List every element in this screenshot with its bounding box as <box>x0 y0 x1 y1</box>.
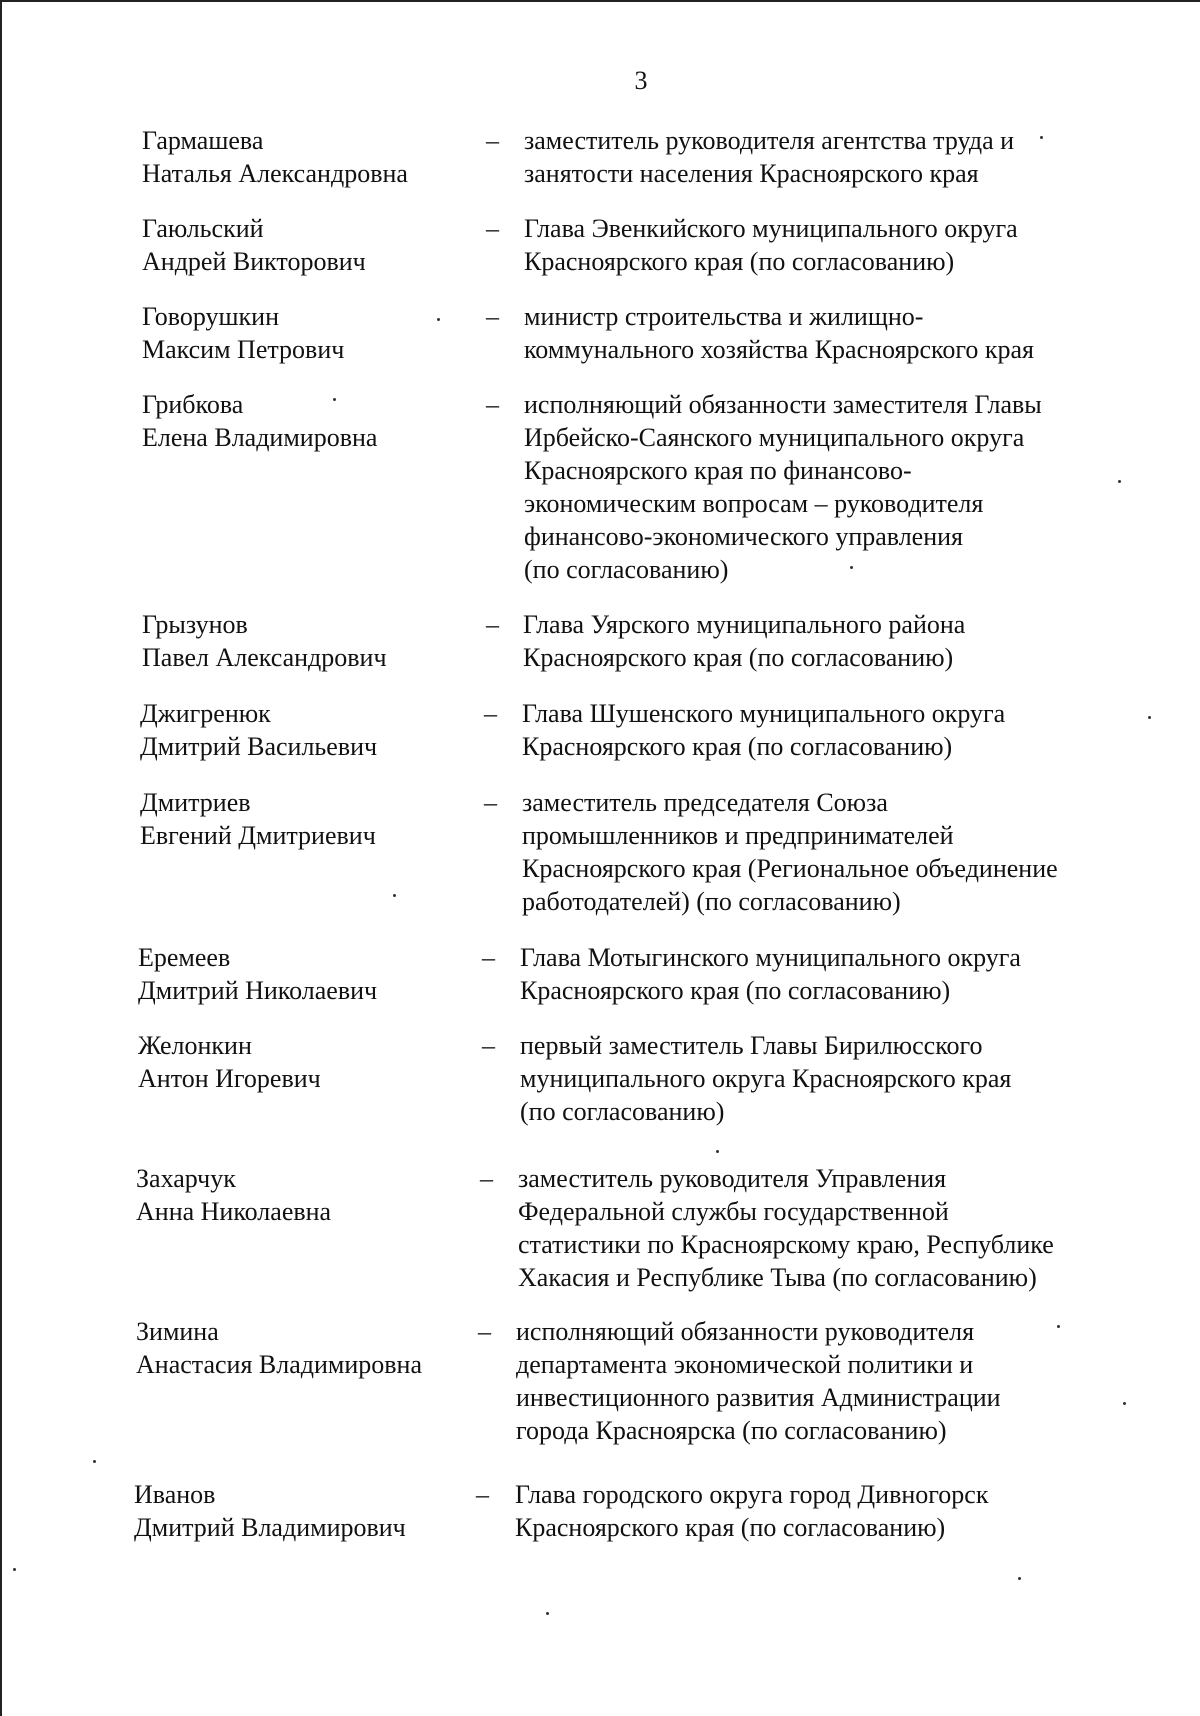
position-line: статистики по Красноярскому краю, Республике <box>518 1230 1054 1259</box>
given-names: Павел Александрович <box>142 643 387 672</box>
scan-speck <box>93 1460 96 1463</box>
position-line: Глава Эвенкийского муниципального округа <box>524 214 1018 243</box>
member-name <box>136 1162 331 1228</box>
member-position <box>524 212 1018 278</box>
position-line: Ирбейско-Саянского муниципального округа <box>524 423 1025 452</box>
position-line: Красноярского края (по согласованию) <box>520 976 951 1005</box>
member-position <box>520 941 1021 1007</box>
given-names: Максим Петрович <box>142 335 345 364</box>
surname: Гармашева <box>142 126 264 155</box>
given-names: Андрей Викторович <box>142 247 366 276</box>
entry-dash: – <box>486 610 499 639</box>
member-position <box>524 388 1042 586</box>
position-line: коммунального хозяйства Красноярского края <box>524 335 1034 364</box>
position-line: Красноярского края (по согласованию) <box>523 643 954 672</box>
scan-speck <box>546 1612 549 1615</box>
position-line: заместитель председателя Союза <box>522 788 888 817</box>
member-name <box>140 697 377 763</box>
position-line: Хакасия и Республике Тыва (по согласованию) <box>518 1263 1037 1292</box>
position-line: финансово-экономического управления <box>524 522 964 551</box>
scan-speck <box>850 566 853 569</box>
entry-dash: – <box>484 699 497 728</box>
position-line: города Красноярска (по согласованию) <box>516 1416 947 1445</box>
position-line: Глава Уярского муниципального района <box>523 610 966 639</box>
member-position <box>516 1315 1001 1447</box>
position-line: Красноярского края (по согласованию) <box>522 732 953 761</box>
member-position <box>520 1029 1011 1128</box>
entry-dash: – <box>476 1480 489 1509</box>
given-names: Елена Владимировна <box>142 423 378 452</box>
member-position <box>515 1478 988 1544</box>
member-name <box>134 1478 406 1544</box>
given-names: Евгений Дмитриевич <box>140 821 376 850</box>
page-number: 3 <box>634 66 648 95</box>
scan-speck <box>716 1150 719 1153</box>
surname: Желонкин <box>138 1031 252 1060</box>
member-name <box>140 786 376 852</box>
surname: Говорушкин <box>142 302 279 331</box>
surname: Захарчук <box>136 1164 236 1193</box>
position-line: Глава городского округа город Дивногорск <box>515 1480 989 1509</box>
scan-speck <box>1118 480 1121 483</box>
member-name <box>138 1029 321 1095</box>
position-line: заместитель руководителя Управления <box>518 1164 947 1193</box>
position-line: заместитель руководителя агентства труда и <box>524 126 1015 155</box>
position-line: (по согласованию) <box>524 555 729 584</box>
position-line: Красноярского края (по согласованию) <box>515 1513 946 1542</box>
surname: Грибкова <box>142 390 244 419</box>
member-position <box>522 786 1058 918</box>
scan-speck <box>1123 1402 1126 1405</box>
member-name <box>142 212 366 278</box>
entry-dash: – <box>482 943 495 972</box>
position-line: Красноярского края (по согласованию) <box>524 247 955 276</box>
entry-dash: – <box>478 1317 491 1346</box>
member-name <box>142 388 377 454</box>
member-name <box>136 1315 422 1381</box>
position-line: первый заместитель Главы Бирилюсского <box>520 1031 983 1060</box>
scan-speck <box>1018 1577 1021 1580</box>
position-line: Федеральной службы государственной <box>518 1197 949 1226</box>
entry-dash: – <box>486 302 499 331</box>
position-line: муниципального округа Красноярского края <box>520 1064 1012 1093</box>
position-line: Глава Мотыгинского муниципального округа <box>520 943 1021 972</box>
position-line: (по согласованию) <box>520 1097 725 1126</box>
position-line: экономическим вопросам – руководителя <box>524 489 984 518</box>
entry-dash: – <box>486 126 499 155</box>
scan-speck <box>333 398 336 401</box>
member-position <box>524 300 1034 366</box>
member-name <box>142 300 344 366</box>
scan-speck <box>393 894 396 897</box>
scan-speck <box>13 1568 16 1571</box>
member-position <box>523 608 965 674</box>
surname: Грызунов <box>142 610 248 639</box>
given-names: Дмитрий Васильевич <box>140 732 378 761</box>
position-line: Красноярского края по финансово- <box>524 456 912 485</box>
scan-speck <box>437 318 440 321</box>
position-line: занятости населения Красноярского края <box>524 159 979 188</box>
given-names: Анастасия Владимировна <box>136 1350 422 1379</box>
entry-dash: – <box>486 390 499 419</box>
position-line: работодателей) (по согласованию) <box>522 887 901 916</box>
scan-speck <box>1057 1325 1060 1328</box>
position-line: исполняющий обязанности заместителя Главы <box>524 390 1042 419</box>
surname: Дмитриев <box>140 788 251 817</box>
member-position <box>518 1162 1054 1294</box>
position-line: Красноярского края (Региональное объединение <box>522 854 1058 883</box>
surname: Гаюльский <box>142 214 264 243</box>
surname: Еремеев <box>138 943 231 972</box>
surname: Иванов <box>134 1480 216 1509</box>
member-name <box>138 941 377 1007</box>
entry-dash: – <box>484 788 497 817</box>
member-position <box>522 697 1005 763</box>
surname: Джигренюк <box>140 699 271 728</box>
position-line: инвестиционного развития Администрации <box>516 1383 1001 1412</box>
entry-dash: – <box>482 1031 495 1060</box>
scan-speck <box>1040 136 1043 139</box>
entry-dash: – <box>486 214 499 243</box>
given-names: Дмитрий Николаевич <box>138 976 378 1005</box>
given-names: Наталья Александровна <box>142 159 408 188</box>
position-line: исполняющий обязанности руководителя <box>516 1317 975 1346</box>
entry-dash: – <box>480 1164 493 1193</box>
scan-speck <box>1148 716 1151 719</box>
position-line: министр строительства и жилищно- <box>524 302 924 331</box>
given-names: Антон Игоревич <box>138 1064 321 1093</box>
position-line: промышленников и предпринимателей <box>522 821 954 850</box>
surname: Зимина <box>136 1317 219 1346</box>
given-names: Дмитрий Владимирович <box>134 1513 406 1542</box>
given-names: Анна Николаевна <box>136 1197 332 1226</box>
position-line: Глава Шушенского муниципального округа <box>522 699 1006 728</box>
member-name <box>142 124 408 190</box>
position-line: департамента экономической политики и <box>516 1350 974 1379</box>
member-position <box>524 124 1014 190</box>
member-name <box>142 608 387 674</box>
